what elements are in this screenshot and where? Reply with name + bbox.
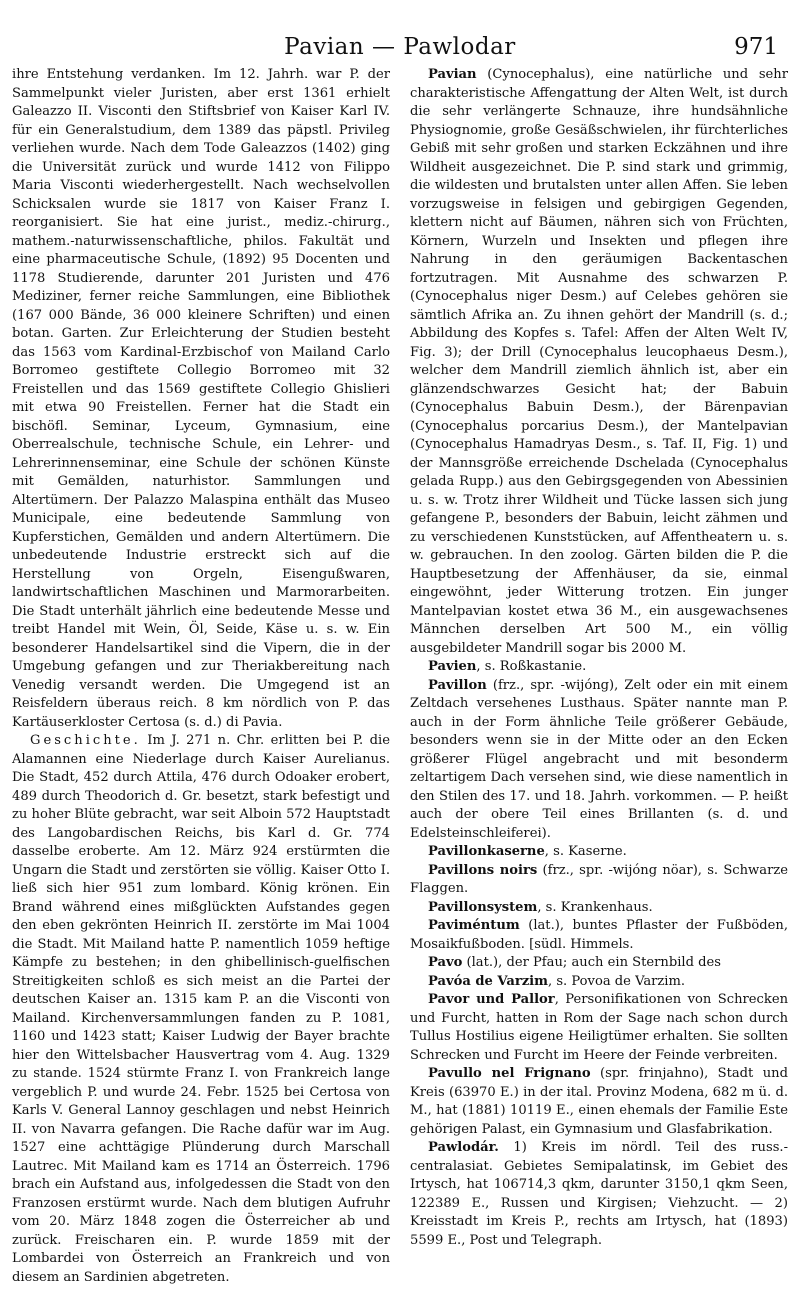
headword: Pawlodár. — [428, 1140, 499, 1155]
entry-text: , s. Povoa de Varzim. — [548, 973, 686, 989]
running-title: Pavian — Pawlodar — [284, 34, 516, 60]
history-label: Geschichte. — [30, 733, 141, 748]
entry-pavillons-noirs — [410, 862, 788, 899]
page-number: 971 — [734, 34, 778, 60]
entry-text: (lat.), buntes Pflaster der Fußböden, Mosaikfußboden. [südl. Himmels. — [410, 918, 788, 952]
entry-text: , s. Kaserne. — [544, 844, 627, 859]
entry-pavimentum — [410, 917, 788, 954]
entry-pavo — [410, 954, 788, 973]
entry-text: (frz., spr. -wijóng nöar), s. Schwarze Flaggen. — [410, 862, 788, 896]
headword: Pavullo nel Frignano — [428, 1066, 591, 1081]
entry-text: (frz., spr. -wijóng), Zelt oder ein mit einem Zeltdach versehenes Lusthaus. Später nannte man P. auch in der Form ähnliche Teile größerer Gebäude, besonders wenn sie in der Mitte oder an den Ecken größerer Flügel angebracht und mit besonderm zeltartigem Dach versehen sind, wie diese namentlich in den Stilen des 17. und 18. Jahrh. vorkommen. — P. heißt auch der obere Teil eines Brillanten (s. d. und Edelsteinschleiferei). — [410, 677, 788, 841]
headword: Pavian — [428, 67, 477, 82]
headword: Pavillonkaserne — [428, 844, 545, 859]
entry-pavillonsystem — [410, 899, 788, 918]
headword: Pavóa de Varzim — [428, 973, 549, 989]
entry-text: (lat.), der Pfau; auch ein Sternbild des — [462, 955, 721, 970]
entry-text: , Personifikationen von Schrecken und Furcht, hatten in Rom der Sage nach schon durch Tullus Hostilius eigene Heiligtümer erhalten. Sie sollten Schrecken und Furcht im Heere der Feinde verbreiten. — [410, 992, 788, 1063]
entry-pavullo-nel-frignano — [410, 1065, 788, 1139]
entry-pavillon — [410, 677, 788, 844]
entry-text: (spr. frinjahno), Stadt und Kreis (63970 E.) in der ital. Provinz Modena, 682 m ü. d. M., hat (1881) 10119 E., einen ehemals der Familie Este gehörigen Palast, ein Gymnasium und Glasfabrikation. — [410, 1066, 788, 1137]
history-text: Im J. 271 n. Chr. erlitten bei P. die Alamannen eine Niederlage durch Kaiser Aurelianus. Die Stadt, 452 durch Attila, 476 durch Odoaker erobert, 489 durch Theodorich d. Gr. besetzt, stark befestigt und zu hoher Blüte gebracht, war seit Alboin 572 Hauptstadt des Langobardischen Reichs, bis Karl d. Gr. 774 dasselbe eroberte. Am 12. März 924 erstürmten die Ungarn die Stadt und zerstörten sie völlig. Kaiser Otto I. ließ sich hier 951 zum lombard. König krönen. Ein Brand während eines mißglückten Aufstandes gegen den eben gekrönten Heinrich II. zerstörte im Mai 1004 die Stadt. Mit Mailand hatte P. namentlich 1059 heftige Kämpfe zu bestehen; in den ghibellinisch-guelfischen Streitigkeiten schloß es sich meist an die Partei der deutschen Kaiser an. 1315 kam P. an die Visconti von Mailand. Kirchenversammlungen fanden zu P. 1081, 1160 und 1423 statt; Kaiser Ludwig der Bayer brachte hier den Wittelsbacher Hausvertrag vom 4. Aug. 1329 zu stande. 1524 stürmte Franz I. von Frankreich lange vergeblich P. und wurde 24. Febr. 1525 bei Certosa von Karls V. General Lannoy geschlagen und nebst Heinrich II. von Navarra gefangen. Die Rache dafür war im Aug. 1527 eine achttägige Plünderung durch Marschall Lautrec. Mit Mailand kam es 1714 an Österreich. 1796 brach ein Aufstand aus, infolgedessen die Stadt von den Franzosen erstürmt wurde. Nach dem blutigen Aufruhr vom 20. März 1848 zogen die Österreicher ab und zurück. Freischaren ein. P. wurde 1859 mit der Lombardei von Österreich an Frankreich und von diesem an Sardinien abgetreten. — [12, 733, 390, 1285]
headword: Pavo — [428, 955, 463, 970]
entry-pawlodar — [410, 1139, 788, 1250]
headword: Paviméntum — [428, 918, 520, 933]
entry-text: (Cynocephalus), eine natürliche und sehr charakteristische Affengattung der Alten Welt, ist durch die sehr verlängerte Schnauze, ihre hundsähnliche Physiognomie, große Gesäßschwielen, ihr fürchterliches Gebiß mit sehr großen und starken Eckzähnen und ihre Wildheit ausgezeichnet. Die P. sind stark und grimmig, die wildesten und brutalsten unter allen Affen. Sie leben vorzugsweise in felsigen und gebirgigen Gegenden, klettern nicht auf Bäumen, nähren sich von Früchten, Körnern, Wurzeln und Insekten und pflegen ihre Nahrung in den geräumigen Backentaschen fortzutragen. Mit Ausnahme des schwarzen P. (Cynocephalus niger Desm.) auf Celebes gehören sie sämtlich Afrika an. Zu ihnen gehört der Mandrill (s. d.; Abbildung des Kopfes s. Tafel: Affen der Alten Welt IV, Fig. 3); der Drill (Cynocephalus leucophaeus Desm.), welcher dem Mandrill ziemlich ähnlich ist, aber ein glänzendschwarzes Gesicht hat; der Babuin (Cynocephalus Babuin Desm.), der Bärenpavian (Cynocephalus porcarius Desm.), der Mantelpavian (Cynocephalus Hamadryas Desm., s. Taf. II, Fig. 1) und der Mannsgröße erreichende Dschelada (Cynocephalus gelada Rupp.) aus den Gebirgsgegenden von Abessinien u. s. w. Trotz ihrer Wildheit und Tücke lassen sich jung gefangene P., besonders der Babuin, leicht zähmen und zu verschiedenen Kunststücken, auf Affentheatern u. s. w. gebrauchen. In den zoolog. Gärten bilden die P. die Hauptbesetzung der Affenhäuser, da sie, einmal eingewöhnt, jeder Witterung trotzen. Ein junger Mantelpavian kostet etwa 36 M., ein ausgewachsenes Männchen derselben Art 500 M., ein völlig ausgebildeter Mandrill sogar bis 2000 M. — [410, 67, 788, 656]
right-column — [410, 66, 788, 1250]
entry-pavian — [410, 66, 788, 658]
history-paragraph — [12, 732, 390, 1287]
headword: Pavien — [428, 659, 477, 674]
entry-text: , s. Roßkastanie. — [476, 659, 587, 674]
entry-continuation: ihre Entstehung verdanken. Im 12. Jahrh. war P. der Sammelpunkt vieler Juristen, aber erst 1361 erhielt Galeazzo II. Visconti den Stiftsbrief von Kaiser Karl IV. für ein Generalstudium, dem 1389 das päpstl. Privileg verliehen wurde. Nach dem Tode Galeazzos (1402) ging die Universität zurück und wurde 1412 von Filippo Maria Visconti wiederhergestellt. Nach wechselvollen Schicksalen wurde sie 1817 von Kaiser Franz I. reorganisiert. Sie hat eine jurist., mediz.-chirurg., mathem.-naturwissenschaftliche, philos. Fakultät und eine pharmaceutische Schule, (1892) 95 Docenten und 1178 Studierende, darunter 201 Juristen und 476 Mediziner, ferner reiche Sammlungen, eine Bibliothek (167 000 Bände, 36 000 kleinere Schriften) und einen botan. Garten. Zur Erleichterung der Studien besteht das 1563 vom Kardinal-Erzbischof von Mailand Carlo Borromeo gestiftete Collegio Borromeo mit 32 Freistellen und das 1569 gestiftete Collegio Ghislieri mit etwa 90 Freistellen. Ferner hat die Stadt ein bischöfl. Seminar, Lyceum, Gymnasium, eine Oberrealschule, technische Schule, ein Lehrer- und Lehrerinnenseminar, eine Schule der schönen Künste mit Gemälden, naturhistor. Sammlungen und Altertümern. Der Palazzo Malaspina enthält das Museo Municipale, eine bedeutende Sammlung von Kupferstichen, Gemälden und andern Altertümern. Die unbedeutende Industrie erstreckt sich auf die Herstellung von Orgeln, Eisengußwaren, landwirtschaftlichen Maschinen und Marmorarbeiten. Die Stadt unterhält jährlich eine bedeutende Messe und treibt Handel mit Wein, Öl, Seide, Käse u. s. w. Ein besonderer Handelsartikel sind die Vipern, die in der Umgebung gefangen und zur Theriakbereitung nach Venedig versandt werden. Die Umgegend ist an Reisfeldern überaus reich. 8 km nördlich von P. das Kartäuserkloster Certosa (s. d.) di Pavia. — [12, 67, 390, 730]
entry-text: 1) Kreis im nördl. Teil des russ.-centralasiat. Gebietes Semipalatinsk, im Gebiet des Irtysch, hat 106714,3 qkm, darunter 3150,1 qkm Seen, 122389 E., Russen und Kirgisen; Viehzucht. — 2) Kreisstadt im Kreis P., rechts am Irtysch, hat (1893) 5599 E., Post und Telegraph. — [410, 1140, 788, 1248]
entry-pavien — [410, 658, 788, 677]
headword: Pavor und Pallor — [428, 992, 555, 1007]
entry-pavoa-de-varzim — [410, 973, 788, 992]
entry-pavor-und-pallor — [410, 991, 788, 1065]
headword: Pavillon — [428, 677, 487, 693]
headword: Pavillonsystem — [428, 899, 538, 915]
entry-pavillonkaserne — [410, 843, 788, 862]
page-header — [0, 14, 800, 60]
headword: Pavillons noirs — [428, 862, 538, 878]
entry-text: , s. Krankenhaus. — [537, 899, 653, 915]
left-column — [12, 66, 390, 1287]
